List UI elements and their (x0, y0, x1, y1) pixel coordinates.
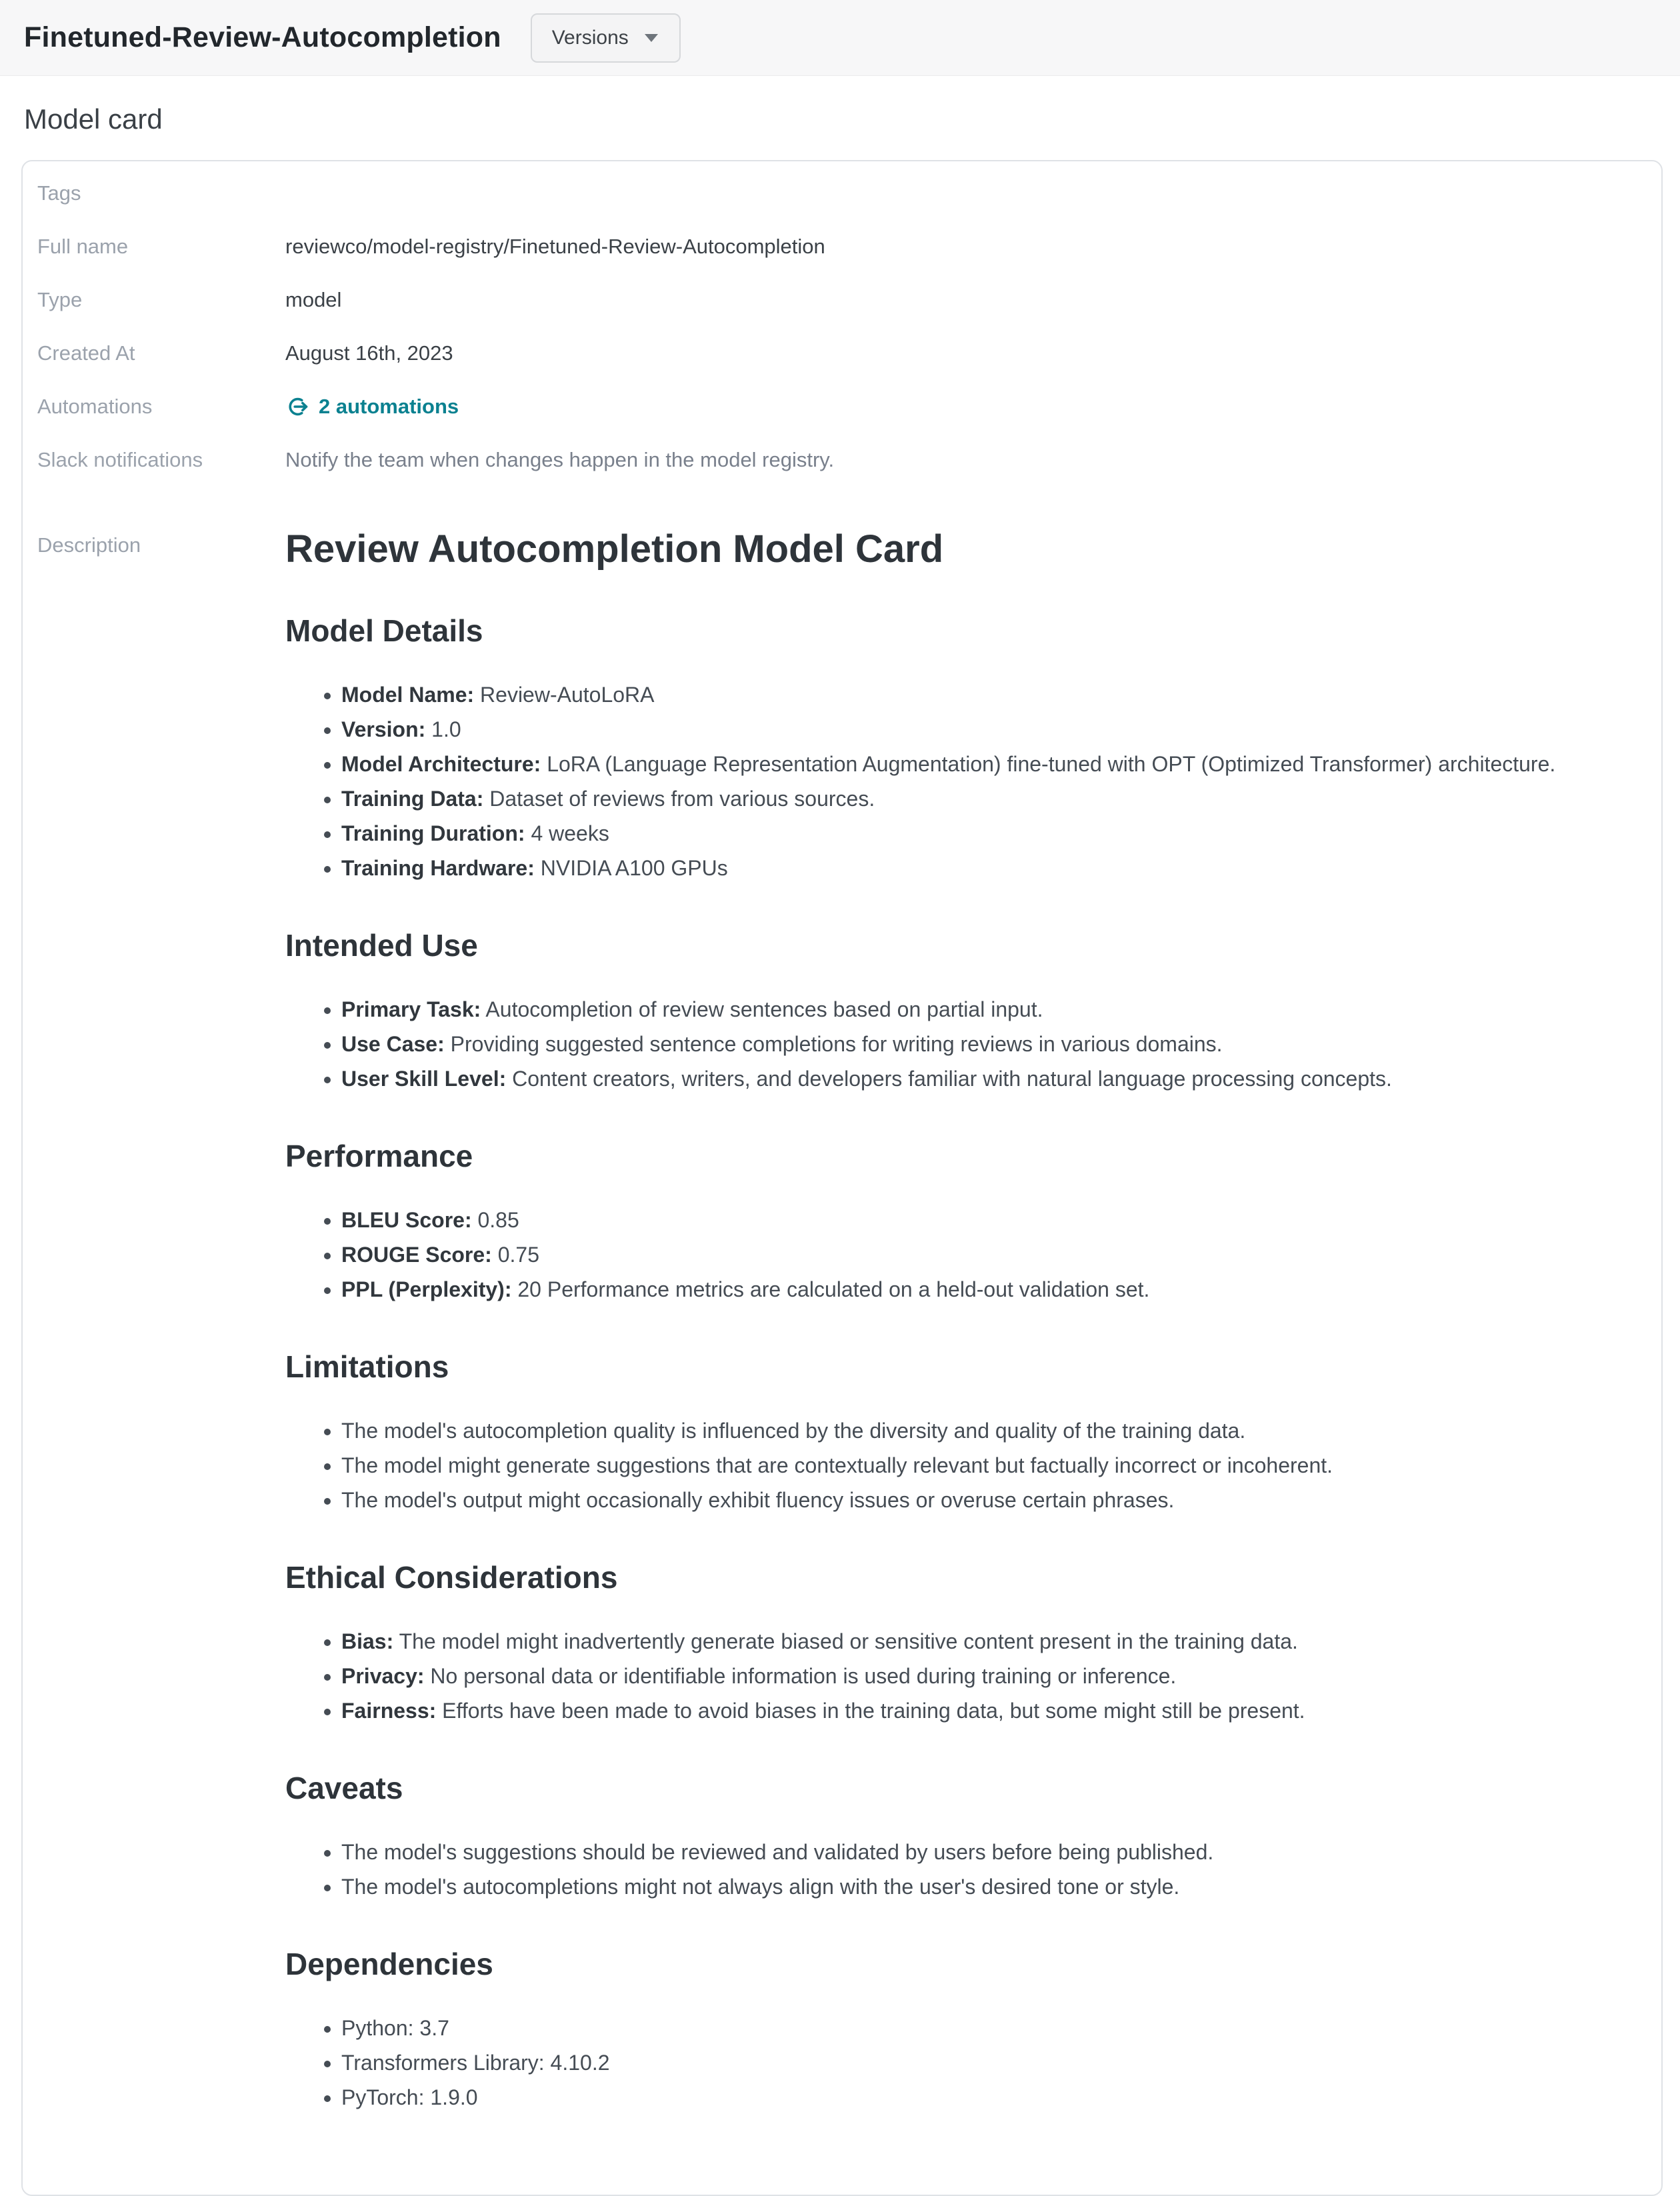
full-name-value: reviewco/model-registry/Finetuned-Review-Autocompletion (285, 235, 825, 258)
description-title: Review Autocompletion Model Card (285, 527, 944, 571)
list-item: • Training Hardware: NVIDIA A100 GPUs (341, 851, 1641, 885)
versions-button[interactable] (531, 13, 681, 63)
versions-button-label: Versions (551, 26, 629, 49)
tags-value[interactable] (285, 179, 685, 208)
automation-icon (285, 395, 309, 419)
list-item: • Training Data: Dataset of reviews from various sources. (341, 781, 1641, 816)
chevron-down-icon (643, 33, 659, 43)
section-heading-performance: Performance (285, 1139, 473, 1173)
list-item: • ROUGE Score: 0.75 (341, 1237, 1641, 1272)
list-item: • Bias: The model might inadvertently generate biased or sensitive content present in the training data. (341, 1624, 1641, 1659)
intended-use-list (285, 992, 1641, 1096)
list-item: • The model's autocompletion quality is influenced by the diversity and quality of the training data. (341, 1413, 1641, 1448)
automations-link-label: 2 automations (319, 395, 459, 418)
list-item: • User Skill Level: Content creators, writers, and developers familiar with natural language processing concepts. (341, 1061, 1641, 1096)
list-item: • Model Name: Review-AutoLoRA (341, 677, 1641, 712)
page-header (0, 0, 1680, 76)
list-item: • The model's autocompletions might not always align with the user's desired tone or style. (341, 1869, 1641, 1904)
description-label: Description (37, 533, 141, 557)
field-row-description (37, 519, 1641, 2115)
page-title: Finetuned-Review-Autocompletion (24, 21, 501, 53)
section-heading-model-details: Model Details (285, 613, 483, 648)
section-heading-caveats: Caveats (285, 1771, 403, 1805)
created-at-value: August 16th, 2023 (285, 341, 453, 365)
model-details-list (285, 677, 1641, 885)
field-row-tags (37, 167, 1641, 220)
list-item: • Use Case: Providing suggested sentence completions for writing reviews in various domains. (341, 1027, 1641, 1061)
section-heading-limitations: Limitations (285, 1349, 449, 1384)
field-row-automations (37, 380, 1641, 433)
list-item: • The model's suggestions should be reviewed and validated by users before being published. (341, 1835, 1641, 1869)
list-item: • PPL (Perplexity): 20 Performance metrics are calculated on a held-out validation set. (341, 1272, 1641, 1307)
ethical-considerations-list (285, 1624, 1641, 1728)
type-label: Type (37, 288, 83, 311)
field-row-slack-notifications (37, 433, 1641, 487)
list-item: • Privacy: No personal data or identifiable information is used during training or inference. (341, 1659, 1641, 1693)
automations-link[interactable] (285, 395, 459, 419)
caveats-list (285, 1835, 1641, 1904)
section-heading-dependencies: Dependencies (285, 1947, 493, 1981)
created-at-label: Created At (37, 341, 135, 365)
list-item: • Training Duration: 4 weeks (341, 816, 1641, 851)
list-item: • PyTorch: 1.9.0 (341, 2080, 1641, 2115)
model-card-section-title: Model card (24, 103, 163, 135)
list-item: • BLEU Score: 0.85 (341, 1203, 1641, 1237)
list-item: • Primary Task: Autocompletion of review sentences based on partial input. (341, 992, 1641, 1027)
slack-notifications-label: Slack notifications (37, 448, 203, 471)
list-item: • Version: 1.0 (341, 712, 1641, 747)
model-card-description (285, 519, 1641, 2115)
performance-list (285, 1203, 1641, 1307)
type-value: model (285, 288, 342, 311)
list-item: • Fairness: Efforts have been made to avoid biases in the training data, but some might still be present. (341, 1693, 1641, 1728)
field-row-type (37, 273, 1641, 327)
automations-label: Automations (37, 395, 153, 418)
limitations-list (285, 1413, 1641, 1517)
field-row-full-name (37, 220, 1641, 273)
list-item: • The model's output might occasionally exhibit fluency issues or overuse certain phrases. (341, 1483, 1641, 1517)
section-heading-ethical-considerations: Ethical Considerations (285, 1560, 618, 1595)
field-row-created-at (37, 327, 1641, 380)
tags-label: Tags (37, 181, 81, 205)
section-heading-intended-use: Intended Use (285, 928, 478, 963)
list-item: • The model might generate suggestions that are contextually relevant but factually incorrect or incoherent. (341, 1448, 1641, 1483)
list-item: • Transformers Library: 4.10.2 (341, 2045, 1641, 2080)
full-name-label: Full name (37, 235, 129, 258)
slack-notifications-value: Notify the team when changes happen in the model registry. (285, 448, 835, 471)
list-item: • Model Architecture: LoRA (Language Representation Augmentation) fine-tuned with OPT (Optimized Transformer) architecture. (341, 747, 1641, 781)
list-item: • Python: 3.7 (341, 2011, 1641, 2045)
dependencies-list (285, 2011, 1641, 2115)
model-card-panel (21, 160, 1663, 2196)
